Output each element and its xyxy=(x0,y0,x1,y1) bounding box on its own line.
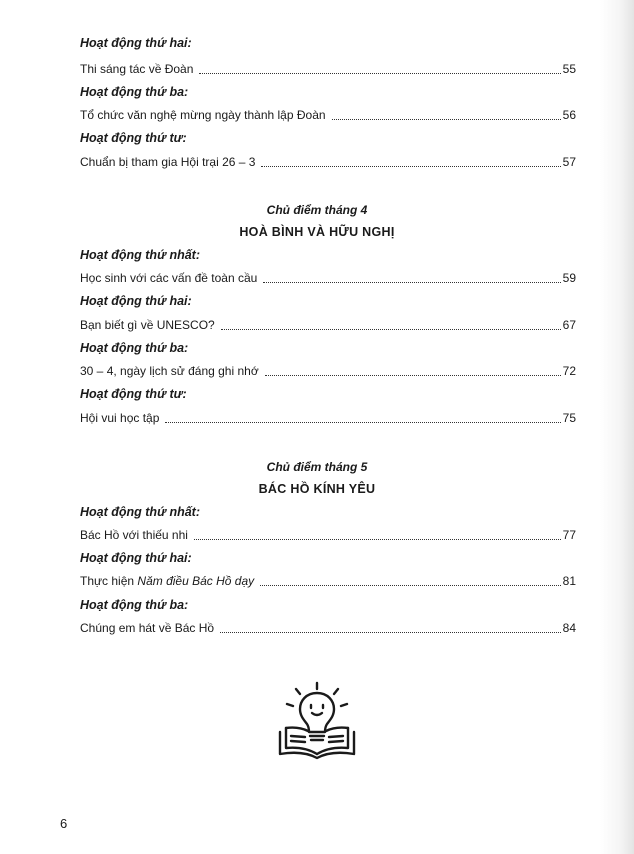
toc-entry-title-italic: Năm điều Bác Hồ dạy xyxy=(137,574,255,588)
activity-heading: Hoạt động thứ tư: xyxy=(80,131,187,145)
dot-leader xyxy=(221,328,561,330)
toc-entry-title: 30 – 4, ngày lịch sử đáng ghi nhớ xyxy=(80,364,259,378)
toc-entry-title: Chúng em hát về Bác Hồ xyxy=(80,621,215,635)
activity-heading: Hoạt động thứ ba: xyxy=(80,341,189,355)
toc-entry[interactable] xyxy=(80,108,576,123)
toc-entry[interactable] xyxy=(80,62,576,77)
activity-heading: Hoạt động thứ ba: xyxy=(80,85,189,99)
dot-leader xyxy=(260,584,561,586)
toc-entry-title-prefix: Thực hiện xyxy=(80,574,138,588)
toc-entry-page: 84 xyxy=(562,621,576,635)
activity-heading: Hoạt động thứ tư: xyxy=(80,387,187,401)
dot-leader xyxy=(265,374,561,376)
toc-entry-page: 81 xyxy=(562,574,576,588)
toc-entry-page: 56 xyxy=(562,108,576,122)
toc-entry-page: 59 xyxy=(562,271,576,285)
activity-heading: Hoạt động thứ hai: xyxy=(80,551,192,565)
activity-heading: Hoạt động thứ hai: xyxy=(80,294,192,308)
dot-leader xyxy=(199,72,560,74)
toc-entry-page: 77 xyxy=(562,528,576,542)
toc-entry-title: Chuẩn bị tham gia Hội trại 26 – 3 xyxy=(80,155,256,169)
toc-entry-page: 67 xyxy=(562,318,576,332)
activity-heading: Hoạt động thứ hai: xyxy=(80,36,192,50)
toc-entry[interactable] xyxy=(80,318,576,333)
toc-entry-page: 72 xyxy=(562,364,576,378)
toc-entry[interactable] xyxy=(80,574,576,589)
dot-leader xyxy=(194,538,561,540)
dot-leader xyxy=(261,165,560,167)
dot-leader xyxy=(263,281,560,283)
dot-leader xyxy=(220,631,561,633)
toc-entry-title: Bạn biết gì về UNESCO? xyxy=(80,318,215,332)
toc-entry-page: 57 xyxy=(562,155,576,169)
dot-leader xyxy=(165,421,560,423)
toc-entry-title: Bác Hồ với thiếu nhi xyxy=(80,528,188,542)
month-title: BÁC HỒ KÍNH YÊU xyxy=(258,482,376,496)
toc-entry-title: Học sinh với các vấn đề toàn cầu xyxy=(80,271,258,285)
toc-entry[interactable] xyxy=(80,411,576,426)
toc-entry-title: Hội vui học tập xyxy=(80,411,160,425)
toc-entry[interactable] xyxy=(80,271,576,286)
month-title: HOÀ BÌNH VÀ HỮU NGHỊ xyxy=(239,225,395,239)
toc-entry[interactable] xyxy=(80,621,576,636)
toc-entry-title: Thi sáng tác về Đoàn xyxy=(80,62,194,76)
dot-leader xyxy=(332,118,561,120)
toc-entry-title: Tổ chức văn nghệ mừng ngày thành lập Đoàn xyxy=(80,108,326,122)
month-label: Chủ điểm tháng 4 xyxy=(266,203,368,217)
toc-entry[interactable] xyxy=(80,528,576,543)
activity-heading: Hoạt động thứ nhất: xyxy=(80,248,201,262)
page-edge-shadow xyxy=(600,0,634,854)
activity-heading: Hoạt động thứ ba: xyxy=(80,598,189,612)
toc-entry-page: 55 xyxy=(562,62,576,76)
toc-entry[interactable] xyxy=(80,155,576,170)
activity-heading: Hoạt động thứ nhất: xyxy=(80,505,201,519)
toc-entry-page: 75 xyxy=(562,411,576,425)
page-number: 6 xyxy=(60,816,68,831)
month-label: Chủ điểm tháng 5 xyxy=(266,460,368,474)
toc-entry-title xyxy=(80,574,254,589)
toc-entry[interactable] xyxy=(80,364,576,379)
lightbulb-book-icon xyxy=(274,680,360,762)
